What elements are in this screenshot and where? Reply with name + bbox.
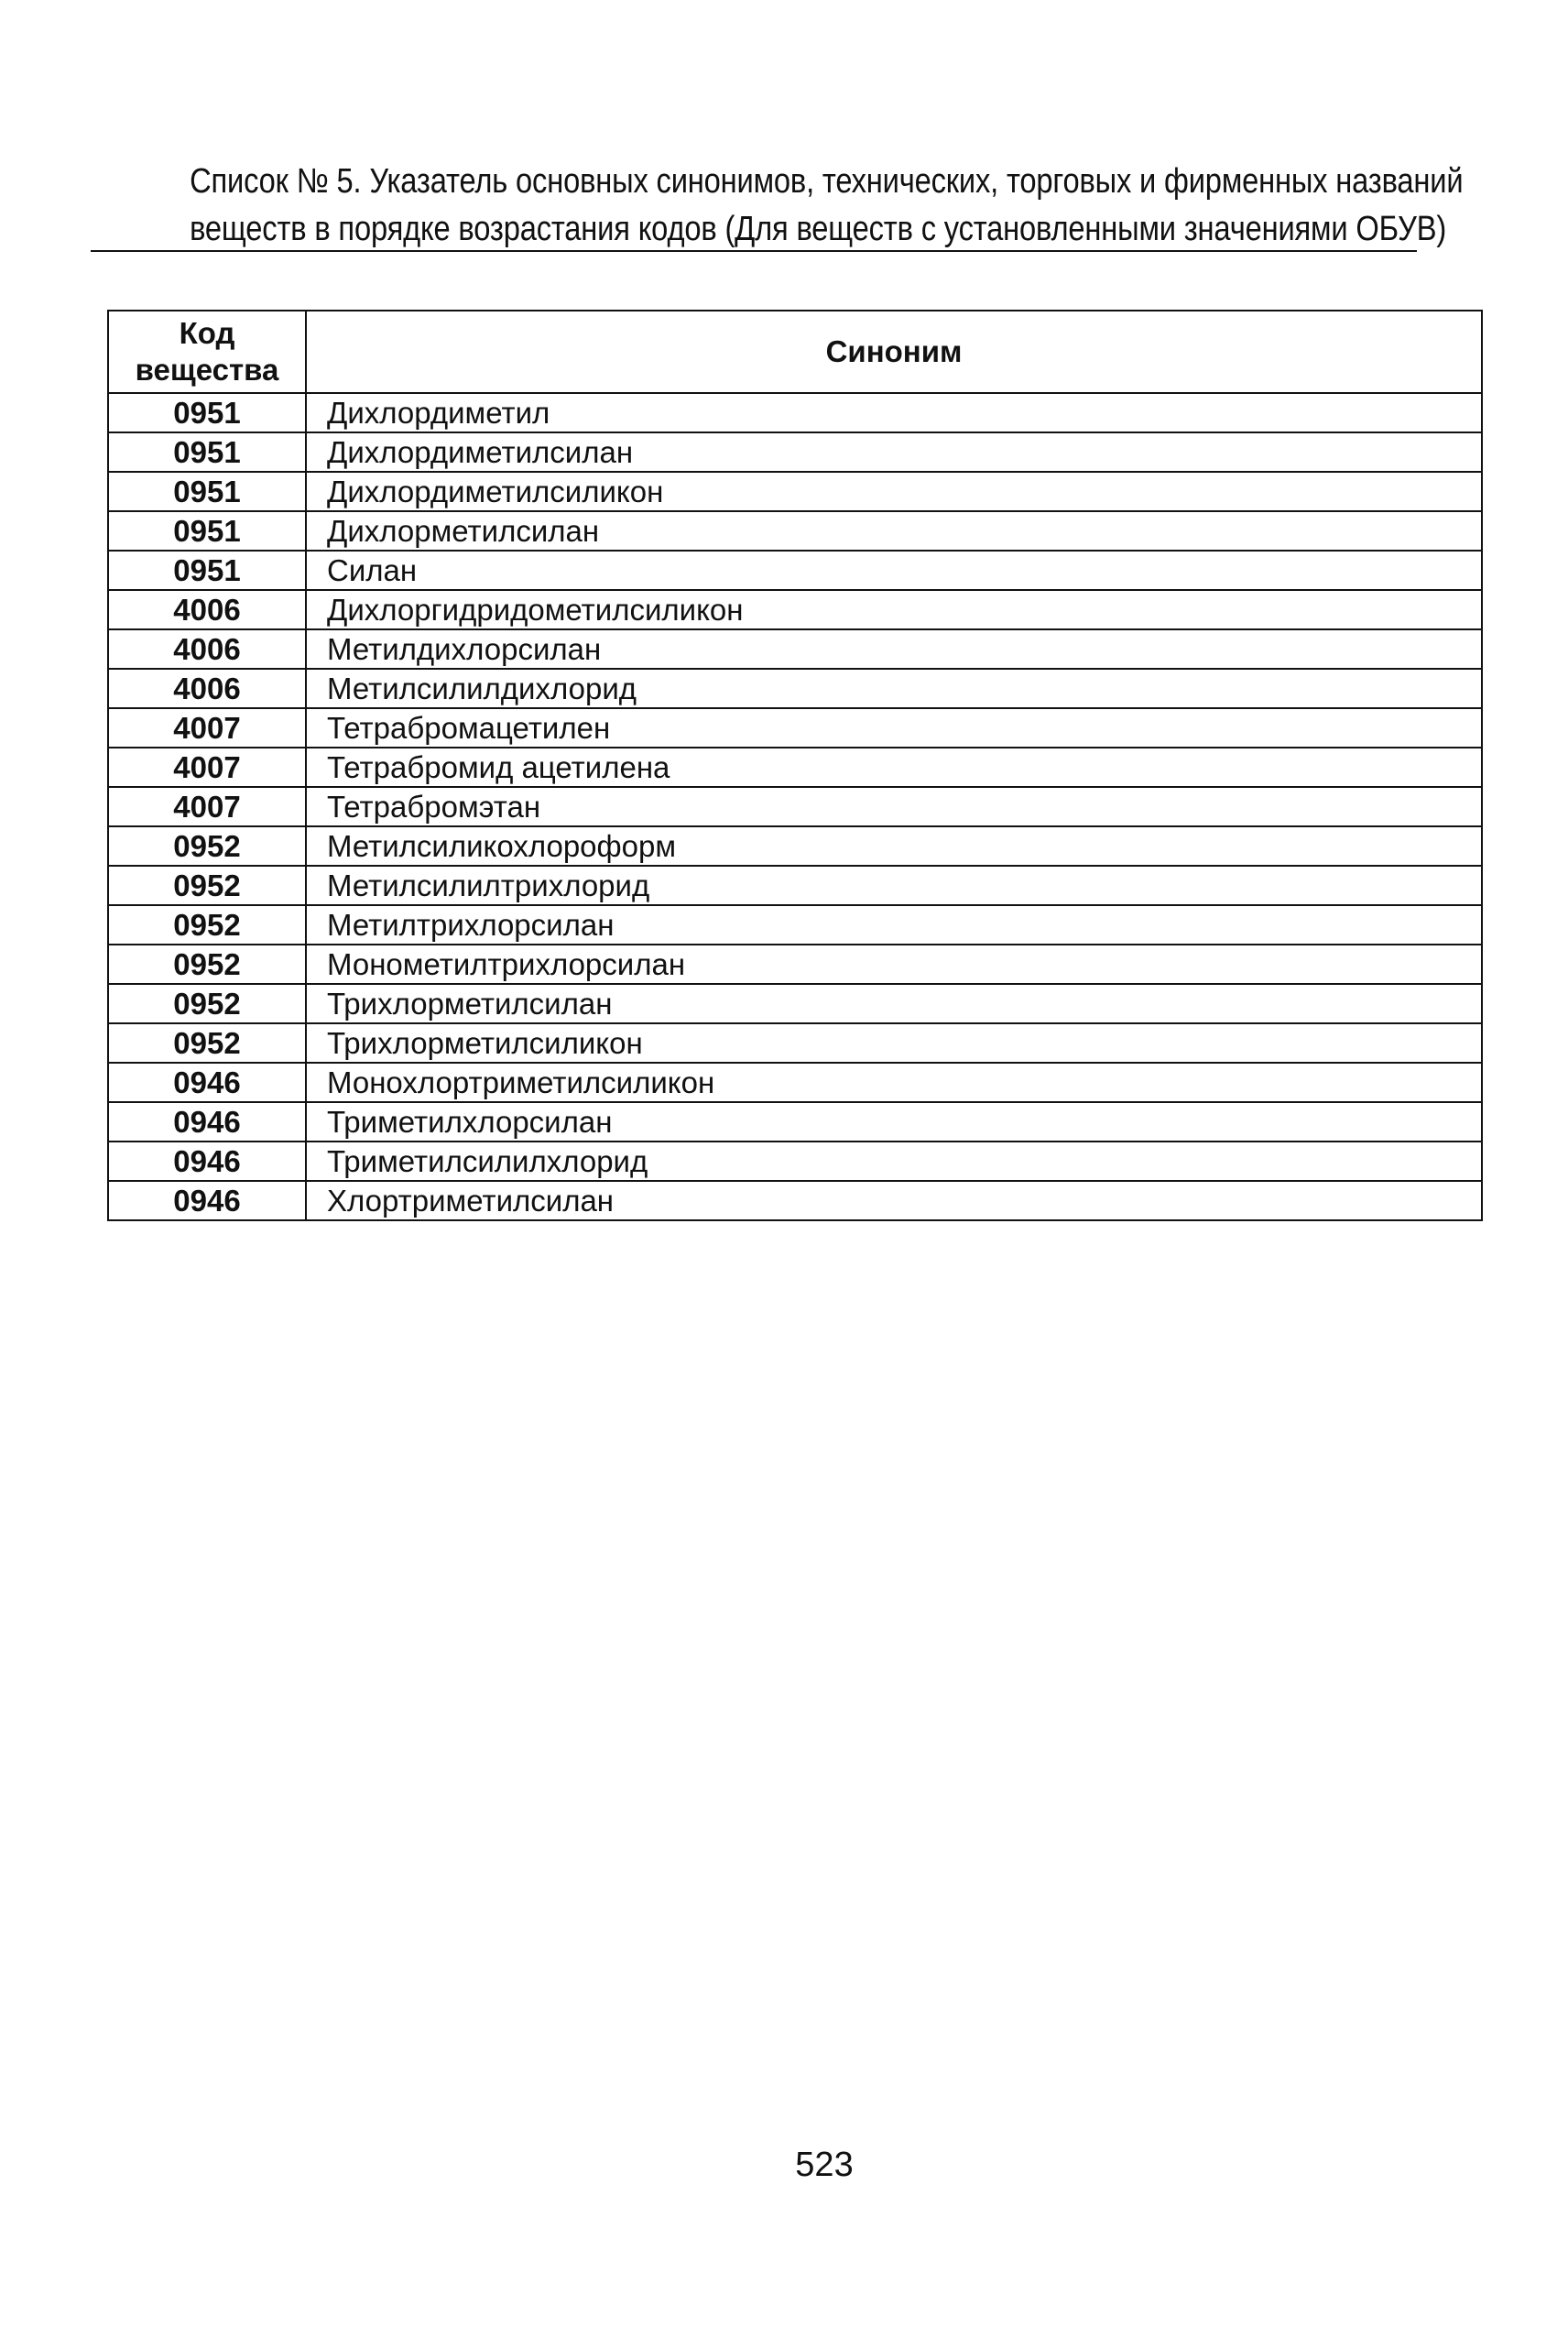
table-row [108,669,1482,708]
synonym-cell: Тетрабромид ацетилена [306,748,1482,787]
table-row [108,1102,1482,1142]
substance-code-cell: 4007 [108,748,306,787]
substance-code-cell: 4006 [108,669,306,708]
synonym-table [107,310,1483,1221]
synonym-cell: Дихлордиметилсилан [306,432,1482,472]
synonym-cell: Метилсилилдихлорид [306,669,1482,708]
synonym-cell: Триметилхлорсилан [306,1102,1482,1142]
synonym-cell: Дихлордиметил [306,393,1482,432]
table-row [108,629,1482,669]
page-heading [190,158,1464,253]
synonym-cell: Монохлортриметилсиликон [306,1063,1482,1102]
substance-code-cell: 4006 [108,590,306,629]
synonym-cell: Трихлорметилсиликон [306,1023,1482,1063]
heading-underline [91,250,1417,252]
substance-code-cell: 0946 [108,1181,306,1220]
table-row [108,787,1482,826]
table-body [108,393,1482,1220]
table-row [108,866,1482,905]
table-row [108,590,1482,629]
synonym-cell: Метилтрихлорсилан [306,905,1482,945]
synonym-cell: Силан [306,551,1482,590]
synonym-cell: Метилсиликохлороформ [306,826,1482,866]
column-header-code: Код вещества [108,311,306,393]
substance-code-cell: 4006 [108,629,306,669]
table-row [108,393,1482,432]
synonym-cell: Тетрабромэтан [306,787,1482,826]
substance-code-cell: 0951 [108,551,306,590]
synonym-cell: Дихлордиметилсиликон [306,472,1482,511]
heading-line-1: Список № 5. Указатель основных синонимов, технических, торговых и фирменных названий [190,162,1464,201]
heading-line-2: веществ в порядке возрастания кодов (Для веществ с установленными значениями ОБУВ) [190,210,1447,248]
synonym-cell: Хлортриметилсилан [306,1181,1482,1220]
table-row [108,472,1482,511]
substance-code-cell: 0946 [108,1102,306,1142]
synonym-cell: Дихлорметилсилан [306,511,1482,551]
table-row [108,1063,1482,1102]
table-row [108,905,1482,945]
substance-code-cell: 0946 [108,1142,306,1181]
table-row [108,945,1482,984]
synonym-cell: Триметилсилилхлорид [306,1142,1482,1181]
substance-code-cell: 4007 [108,708,306,748]
table-row [108,511,1482,551]
table-header-row [108,311,1482,393]
table-row [108,748,1482,787]
table-row [108,826,1482,866]
synonym-cell: Метилсилилтрихлорид [306,866,1482,905]
substance-code-cell: 0952 [108,1023,306,1063]
table-row [108,1023,1482,1063]
substance-code-cell: 0952 [108,826,306,866]
substance-code-cell: 0952 [108,866,306,905]
substance-code-cell: 0952 [108,984,306,1023]
synonym-cell: Монометилтрихлорсилан [306,945,1482,984]
synonym-cell: Трихлорметилсилан [306,984,1482,1023]
table-row [108,551,1482,590]
substance-code-cell: 0951 [108,393,306,432]
table-row [108,1142,1482,1181]
synonym-cell: Метилдихлорсилан [306,629,1482,669]
column-header-synonym: Синоним [306,311,1482,393]
substance-code-cell: 0951 [108,472,306,511]
page-number: 523 [795,2146,854,2184]
table-row [108,984,1482,1023]
synonym-cell: Тетрабромацетилен [306,708,1482,748]
substance-code-cell: 0951 [108,511,306,551]
table-row [108,432,1482,472]
substance-code-cell: 0951 [108,432,306,472]
substance-code-cell: 4007 [108,787,306,826]
substance-code-cell: 0946 [108,1063,306,1102]
synonym-cell: Дихлоргидридометилсиликон [306,590,1482,629]
substance-code-cell: 0952 [108,945,306,984]
substance-code-cell: 0952 [108,905,306,945]
table-row [108,708,1482,748]
table-row [108,1181,1482,1220]
